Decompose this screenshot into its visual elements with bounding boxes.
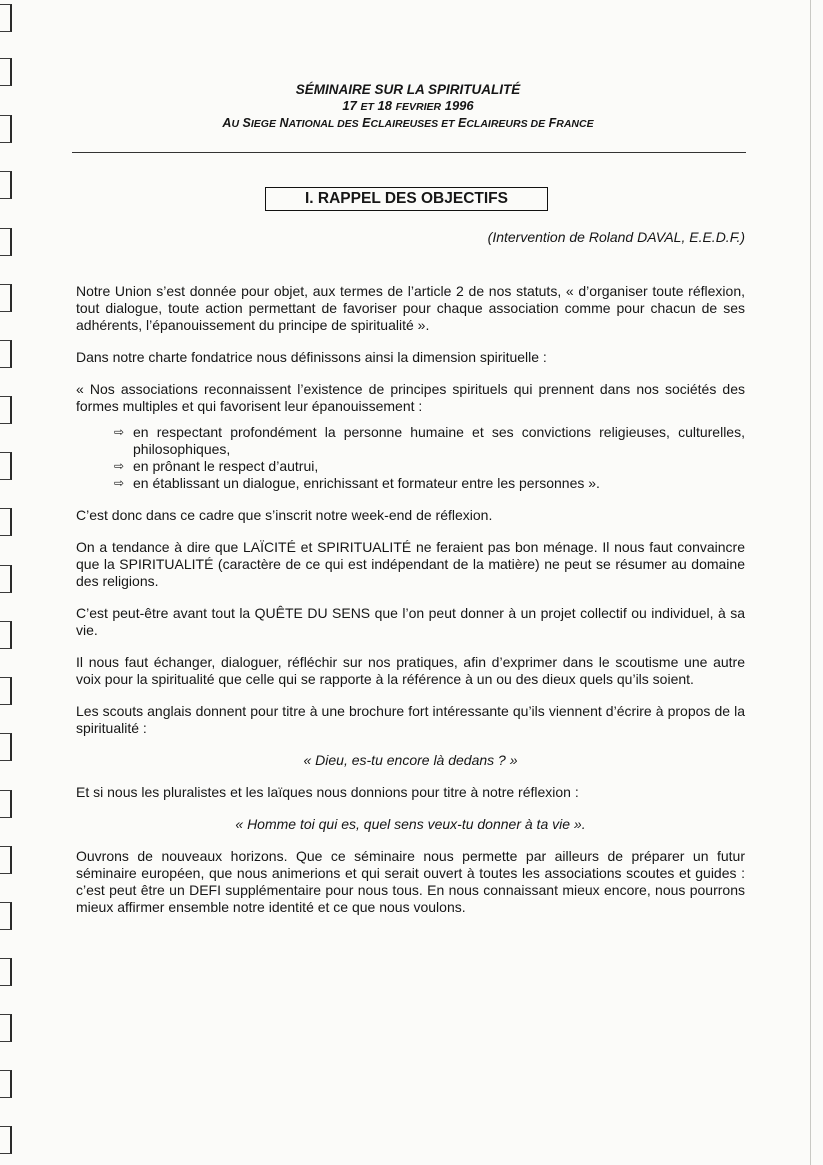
list-item-text: en établissant un dialogue, enrichissant et formateur entre les personnes ». <box>133 475 600 491</box>
intervention-credit: (Intervention de Roland DAVAL, E.E.D.F.) <box>487 229 745 245</box>
list-item <box>114 424 745 458</box>
date-year: 1996 <box>444 98 474 113</box>
header-title: SÉMINAIRE SUR LA SPIRITUALITÉ <box>295 82 521 97</box>
loc-part: CLAIREUSES ET <box>370 118 455 130</box>
binding-ring <box>0 846 12 874</box>
binding-ring <box>0 508 12 536</box>
loc-part: S <box>242 116 251 130</box>
binding-ring <box>0 452 12 480</box>
binding-ring <box>0 4 12 32</box>
paragraph: Dans notre charte fondatrice nous définissons ainsi la dimension spirituelle : <box>76 349 547 365</box>
charter-list <box>76 424 745 492</box>
binding-ring <box>0 1014 12 1042</box>
paragraph: C’est donc dans ce cadre que s’inscrit notre week-end de réflexion. <box>76 507 493 523</box>
date-joiner: ET <box>360 101 374 113</box>
loc-part: A <box>222 116 232 130</box>
date-day2: 18 <box>377 98 392 113</box>
quote: « Homme toi qui es, quel sens veux-tu donner à ta vie ». <box>235 816 586 832</box>
loc-part: ATIONAL DES <box>288 118 359 130</box>
binding-ring <box>0 733 12 761</box>
loc-part: CLAIREURS DE <box>466 118 546 130</box>
list-item <box>114 475 745 492</box>
paragraph: Et si nous les pluralistes et les laïques nous donnions pour titre à notre réflexion : <box>76 784 579 800</box>
binding-ring <box>0 958 12 986</box>
section-title: I. RAPPEL DES OBJECTIFS <box>265 187 548 211</box>
binding-ring <box>0 171 12 199</box>
paragraph: Notre Union s’est donnée pour objet, aux termes de l’article 2 de nos statuts, « d’organiser toute réflexion, tout dialogue, toute action permettant de favoriser pour chaque association comme pour chacun de ses adhérents, l’épanouissement du principe de spiritualité ». <box>76 283 745 333</box>
loc-part: F <box>548 116 557 130</box>
binding-ring <box>0 902 12 930</box>
page-edge <box>810 0 811 1165</box>
arrow-icon: ⇨ <box>114 476 125 490</box>
date-day1: 17 <box>342 98 357 113</box>
binding-ring <box>0 396 12 424</box>
document-header <box>70 82 746 132</box>
header-location <box>70 115 746 132</box>
binding-ring <box>0 1070 12 1098</box>
binding-ring <box>0 621 12 649</box>
paragraph: On a tendance à dire que LAÏCITÉ et SPIRITUALITÉ ne feraient pas bon ménage. Il nous faut convaincre que la SPIRITUALITÉ (caractère de ce qui est indépendant de la matière) ne peut se résumer au domaine des religions. <box>76 539 745 589</box>
binding-ring <box>0 284 12 312</box>
document-body <box>76 283 745 931</box>
arrow-icon: ⇨ <box>114 459 125 473</box>
loc-part: E <box>458 116 467 130</box>
list-item-text: en prônant le respect d’autrui, <box>133 458 319 474</box>
spiral-binding <box>0 0 14 1165</box>
binding-ring <box>0 228 12 256</box>
paragraph: Ouvrons de nouveaux horizons. Que ce séminaire nous permette par ailleurs de préparer un futur séminaire européen, que nous animerions et qui serait ouvert à toutes les associations scoutes et guides : c’est peut être un DEFI supplémentaire pour nous tous. En nous connaissant mieux encore, nous pourrons mieux affirmer ensemble notre identité et ce que nous voulons. <box>76 848 745 915</box>
list-item <box>114 458 745 475</box>
loc-part: N <box>279 116 289 130</box>
paragraph: « Nos associations reconnaissent l’existence de principes spirituels qui prennent dans nos sociétés des formes multiples et qui favorisent leur épanouissement : <box>76 381 745 414</box>
loc-part: RANCE <box>556 118 594 130</box>
loc-part: IEGE <box>250 118 276 130</box>
binding-ring <box>0 58 12 86</box>
loc-part: U <box>231 118 240 130</box>
header-date <box>70 98 746 115</box>
header-divider <box>72 152 746 153</box>
binding-ring <box>0 340 12 368</box>
quote: « Dieu, es-tu encore là dedans ? » <box>303 752 518 768</box>
paragraph: C’est peut-être avant tout la QUÊTE DU SENS que l’on peut donner à un projet collectif ou individuel, à sa vie. <box>76 605 745 638</box>
binding-ring <box>0 115 12 143</box>
paragraph: Il nous faut échanger, dialoguer, réfléchir sur nos pratiques, afin d’exprimer dans le scoutisme une autre voix pour la spiritualité que celle qui se rapporte à la référence à un ou des dieux quels qu’ils soient. <box>76 654 745 687</box>
arrow-icon: ⇨ <box>114 425 125 439</box>
binding-ring <box>0 790 12 818</box>
binding-ring <box>0 565 12 593</box>
date-month: FEVRIER <box>395 101 442 113</box>
paragraph: Les scouts anglais donnent pour titre à une brochure fort intéressante qu’ils viennent d’écrire à propos de la spiritualité : <box>76 703 745 736</box>
loc-part: E <box>362 116 371 130</box>
binding-ring <box>0 677 12 705</box>
binding-ring <box>0 1126 12 1154</box>
list-item-text: en respectant profondément la personne humaine et ses convictions religieuses, culturelles, philosophiques, <box>133 424 745 457</box>
